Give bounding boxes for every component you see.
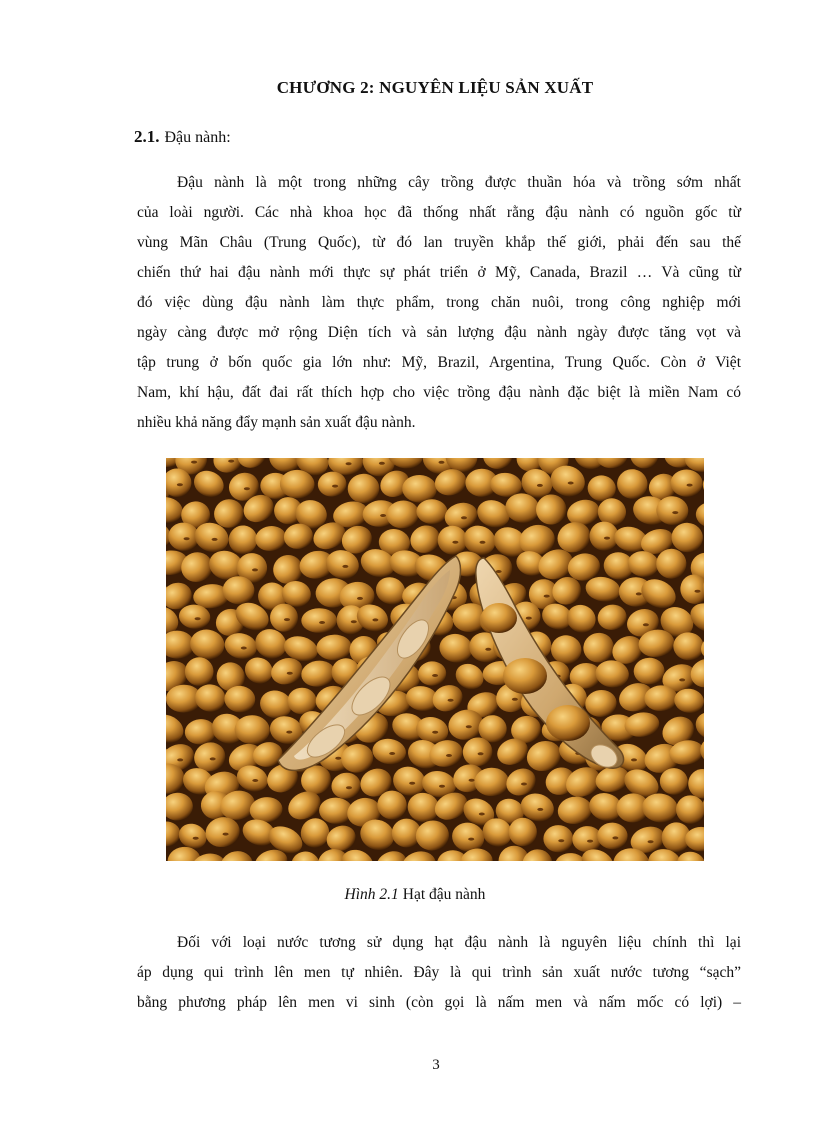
bean-hilum: [448, 699, 454, 702]
paragraph-line: chiến thứ hai đậu nành mới thực sự phát triển ở Mỹ, Canada, Brazil … Và cũng từ: [137, 264, 741, 281]
bean-hilum: [521, 783, 527, 786]
bean-hilum: [346, 462, 352, 465]
bean-hilum: [193, 837, 199, 840]
bean-hilum: [631, 758, 637, 761]
bean-hilum: [223, 833, 229, 836]
bean-hilum: [241, 647, 247, 650]
bean-hilum: [195, 617, 201, 620]
soybean-photo: [166, 458, 704, 861]
bean-hilum: [409, 782, 415, 785]
paragraph-line: vùng Mãn Châu (Trung Quốc), từ đó lan truyền khắp thế giới, phải đến sau thế: [137, 234, 741, 251]
bean-hilum: [537, 808, 543, 811]
bean-hilum: [461, 516, 467, 519]
bean-hilum: [446, 754, 452, 757]
bean-hilum: [244, 487, 250, 490]
bean-hilum: [485, 648, 491, 651]
bean-hilum: [439, 785, 445, 788]
bean-in-pod: [546, 705, 590, 741]
section-title: Đậu nành:: [164, 129, 231, 146]
bean-hilum: [346, 786, 352, 789]
bean-hilum: [679, 678, 685, 681]
bean-hilum: [466, 725, 472, 728]
bean-hilum: [191, 461, 197, 464]
bean-hilum: [177, 758, 183, 761]
bean-hilum: [587, 840, 593, 843]
soybean: [543, 825, 573, 852]
bean-hilum: [544, 595, 550, 598]
bean-hilum: [332, 485, 338, 488]
paragraph-line: tập trung ở bốn quốc gia lớn như: Mỹ, Brazil, Argentina, Trung Quốc. Còn ở Việt: [137, 354, 741, 371]
bean-hilum: [379, 462, 385, 465]
bean-hilum: [432, 731, 438, 734]
paragraph-line: Đậu nành là một trong những cây trồng được thuần hóa và trồng sớm nhất: [177, 174, 741, 191]
bean-hilum: [177, 483, 183, 486]
bean-hilum: [210, 757, 216, 760]
paragraph-line: bằng phương pháp lên men vi sinh (còn gọi là nấm men và nấm mốc có lợi) –: [137, 994, 741, 1011]
bean-hilum: [672, 511, 678, 514]
bean-hilum: [558, 839, 564, 842]
bean-hilum: [439, 461, 445, 464]
bean-hilum: [342, 565, 348, 568]
bean-in-pod: [503, 658, 547, 694]
bean-in-pod: [481, 603, 517, 633]
paragraph-line: của loài người. Các nhà khoa học đã thống nhất rằng đậu nành có nguồn gốc từ: [137, 204, 741, 221]
bean-hilum: [604, 537, 610, 540]
paragraph-soy-sauce: [137, 928, 741, 1018]
bean-hilum: [695, 590, 701, 593]
bean-hilum: [469, 779, 475, 782]
bean-hilum: [478, 752, 484, 755]
bean-hilum: [335, 757, 341, 760]
bean-hilum: [479, 813, 485, 816]
paragraph-line: đó việc dùng đậu nành làm thực phẩm, trong chăn nuôi, trong công nghiệp mới: [137, 294, 741, 311]
section-heading: [134, 127, 231, 147]
paragraph-line: nhiều khả năng đẩy mạnh sản xuất đậu nành.: [137, 414, 416, 431]
figure-caption: [0, 886, 816, 904]
bean-hilum: [612, 836, 618, 839]
bean-hilum: [643, 623, 649, 626]
bean-hilum: [284, 618, 290, 621]
bean-hilum: [228, 460, 234, 463]
bean-hilum: [380, 514, 386, 517]
chapter-title: CHƯƠNG 2: NGUYÊN LIỆU SẢN XUẤT: [276, 78, 594, 97]
bean-hilum: [687, 484, 693, 487]
bean-hilum: [184, 537, 190, 540]
paragraph-line: ngày càng được mở rộng Diện tích và sản lượng đậu nành ngày được tăng vọt và: [137, 324, 741, 341]
soybean-illustration: [166, 458, 704, 861]
figure-number: Hình 2.1: [344, 886, 399, 903]
paragraph-line: Nam, khí hậu, đất đai rất thích hợp cho việc trồng đậu nành đặc biệt là miền Nam có: [137, 384, 741, 401]
bean-hilum: [319, 621, 325, 624]
bean-hilum: [526, 617, 532, 620]
bean-hilum: [286, 731, 292, 734]
bean-hilum: [648, 840, 654, 843]
paragraph-soybean-intro: [137, 168, 741, 438]
bean-hilum: [287, 672, 293, 675]
bean-hilum: [568, 482, 574, 485]
bean-hilum: [537, 484, 543, 487]
paragraph-line: Đối với loại nước tương sử dụng hạt đậu nành là nguyên liệu chính thì lại: [177, 934, 741, 951]
bean-hilum: [351, 620, 357, 623]
bean-hilum: [512, 698, 518, 701]
page-number: 3: [432, 1057, 440, 1073]
figure-caption-text: Hạt đậu nành: [402, 886, 486, 903]
bean-hilum: [252, 568, 258, 571]
bean-hilum: [372, 618, 378, 621]
bean-hilum: [212, 538, 218, 541]
bean-hilum: [468, 838, 474, 841]
bean-hilum: [389, 752, 395, 755]
bean-hilum: [636, 592, 642, 595]
bean-hilum: [357, 597, 363, 600]
section-number: 2.1.: [134, 127, 160, 146]
bean-hilum: [480, 541, 486, 544]
bean-hilum: [252, 779, 258, 782]
paragraph-line: áp dụng qui trình lên men tự nhiên. Đây là qui trình sản xuất nước tương “sạch”: [137, 964, 741, 981]
bean-hilum: [432, 674, 438, 677]
bean-hilum: [452, 541, 458, 544]
